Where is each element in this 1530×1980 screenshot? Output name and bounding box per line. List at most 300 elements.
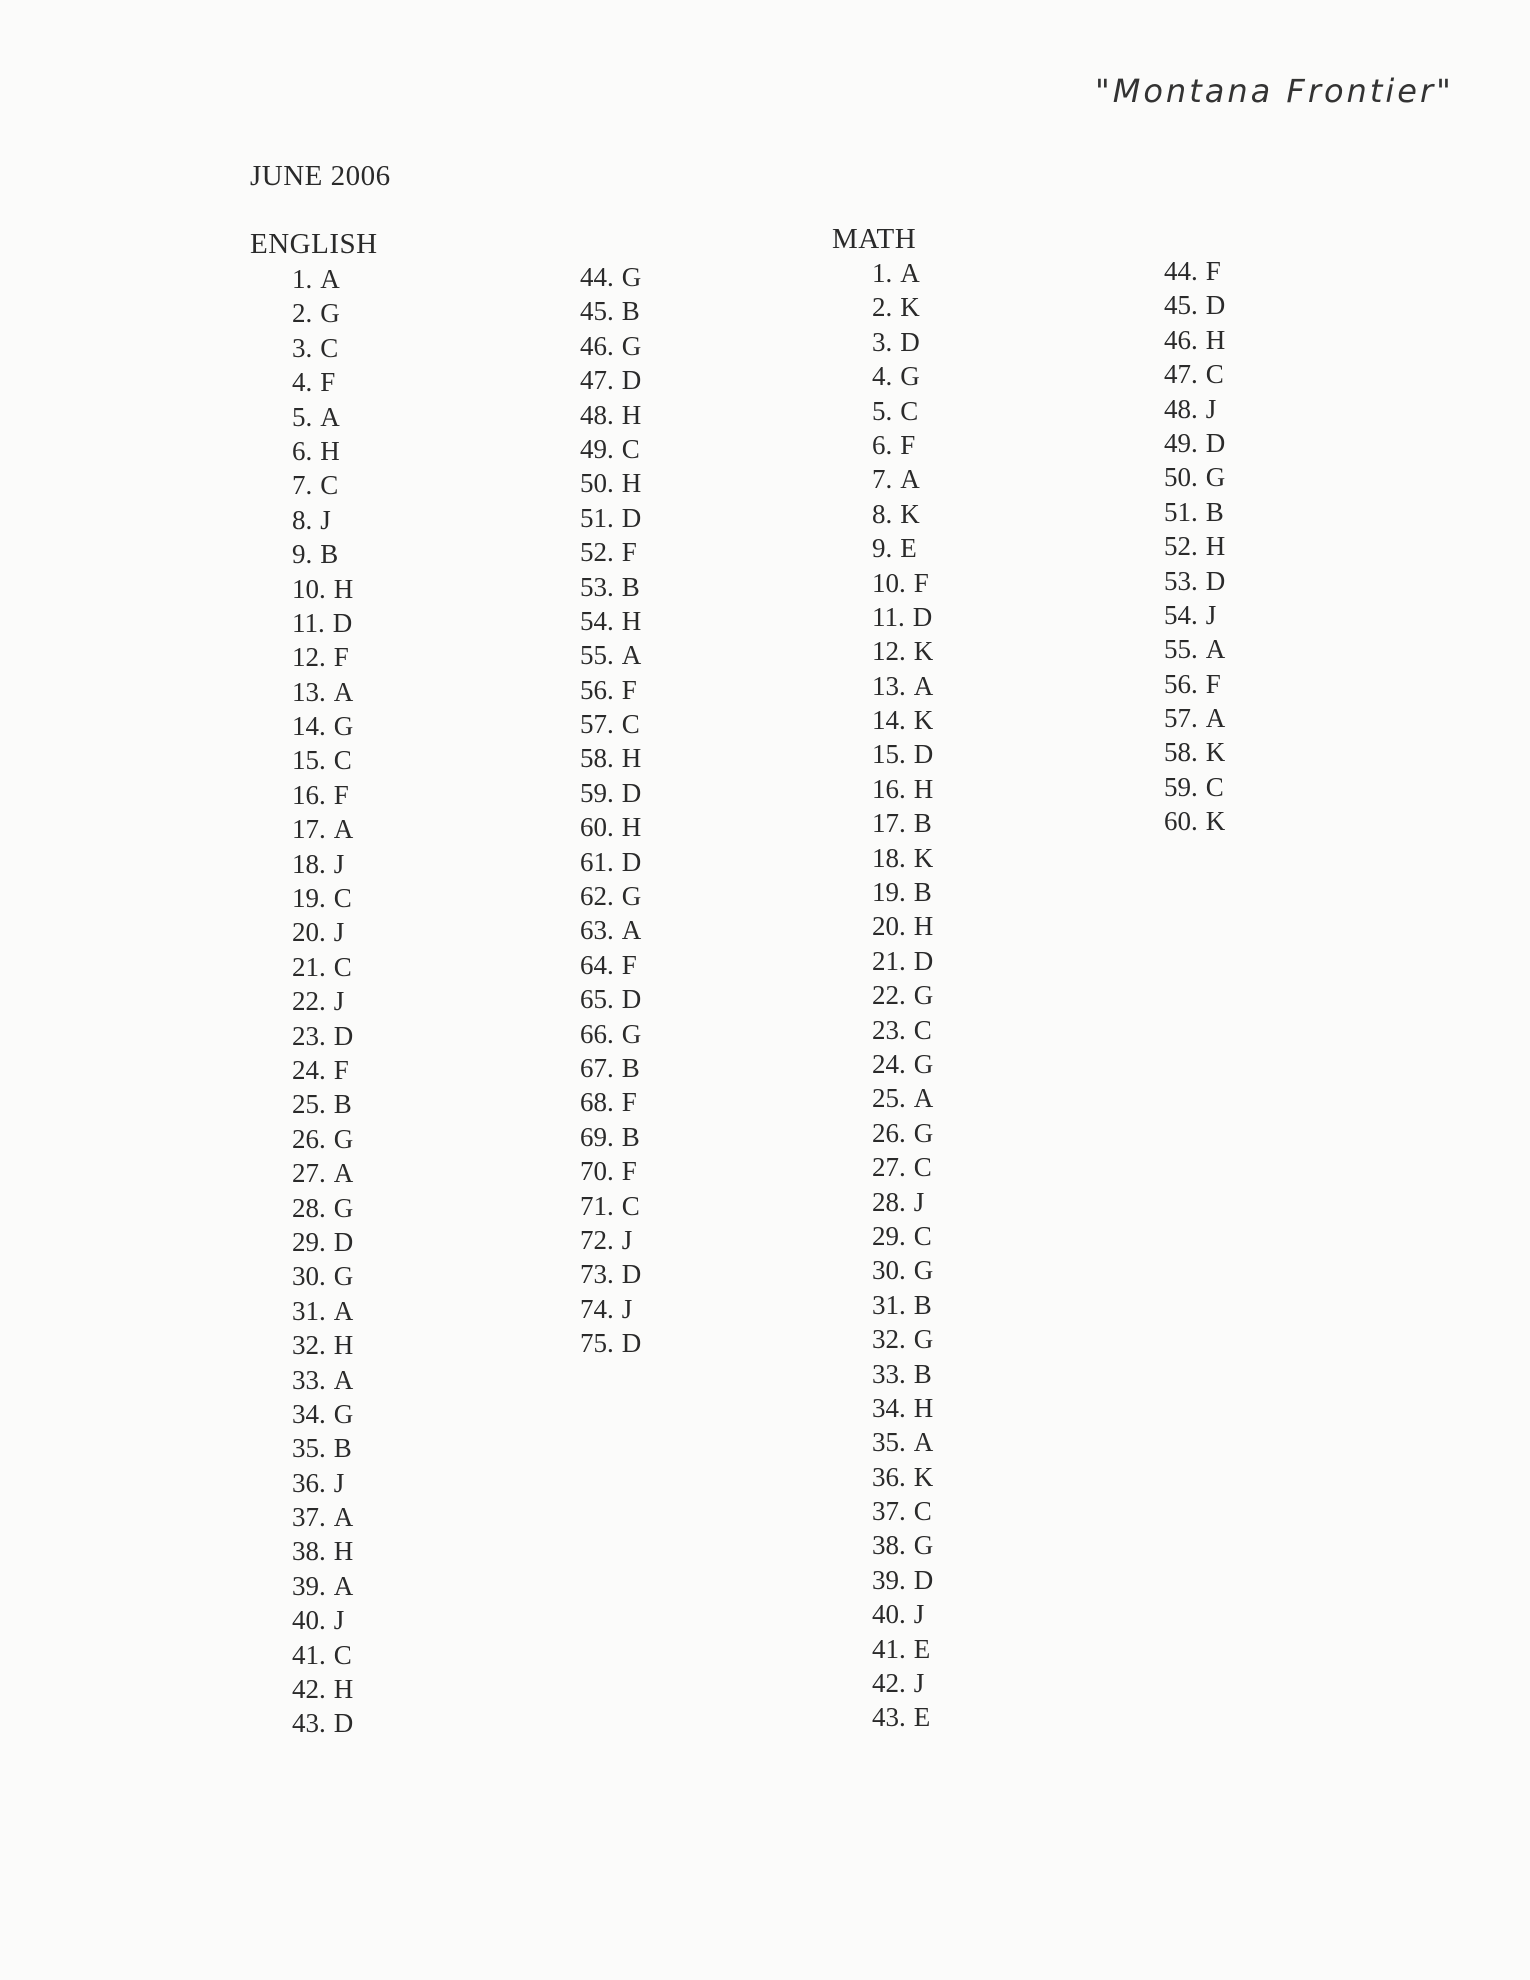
question-number: 16. [292,779,326,810]
answer-letter: J [333,848,345,879]
question-number: 23. [292,1020,326,1051]
question-number: 9. [872,533,893,564]
answer-row [292,743,353,777]
answer-row [872,1185,933,1219]
answer-letter: D [621,1259,642,1290]
answer-letter: K [913,1461,934,1492]
answer-letter: G [333,1123,354,1154]
english-answers-col-2 [580,260,641,1361]
answer-letter: C [333,1639,352,1670]
answer-letter: C [913,1496,932,1527]
answer-letter: G [621,881,642,912]
question-number: 34. [872,1392,906,1423]
answer-letter: G [913,1255,934,1286]
answer-letter: E [913,1633,931,1664]
question-number: 26. [872,1117,906,1148]
question-number: 50. [580,468,614,499]
question-number: 24. [872,1048,906,1079]
question-number: 71. [580,1190,614,1221]
answer-letter: A [333,1158,354,1189]
answer-letter: H [333,1674,354,1705]
question-number: 41. [872,1633,906,1664]
question-number: 18. [292,848,326,879]
answer-row [292,950,353,984]
question-number: 52. [1164,531,1198,562]
question-number: 38. [872,1530,906,1561]
answer-letter: F [621,537,637,568]
answer-letter: J [913,1668,925,1699]
answer-letter: F [1205,256,1221,286]
question-number: 19. [872,877,906,908]
question-number: 33. [872,1358,906,1389]
answer-letter: C [333,951,352,982]
answer-row [1164,323,1225,357]
question-number: 47. [1164,359,1198,390]
answer-letter: G [333,1192,354,1223]
answer-letter: B [621,1052,640,1083]
answer-row [1164,426,1225,460]
answer-letter: A [320,401,340,432]
question-number: 52. [580,537,614,568]
answer-row [872,1357,933,1391]
question-number: 74. [580,1293,614,1324]
question-number: 64. [580,949,614,980]
answer-letter: H [621,812,642,843]
answer-letter: K [913,636,934,667]
answer-row [580,398,641,432]
question-number: 58. [580,743,614,774]
answer-letter: F [333,642,349,673]
answer-letter: C [320,332,339,363]
question-number: 35. [872,1427,906,1458]
question-number: 70. [580,1156,614,1187]
answer-letter: H [1205,531,1226,562]
answer-letter: H [621,743,642,774]
question-number: 47. [580,365,614,396]
question-number: 24. [292,1054,326,1085]
answer-row [292,1156,353,1190]
answer-letter: J [913,1599,925,1630]
question-number: 46. [1164,324,1198,355]
answer-letter: B [913,877,932,908]
answer-row [872,462,933,496]
answer-letter: E [913,1702,931,1733]
answer-letter: F [621,1087,637,1118]
answer-row [580,1051,641,1085]
answer-letter: C [621,433,640,464]
answer-letter: J [333,1467,345,1498]
answer-letter: B [913,808,932,839]
answer-row [292,296,353,330]
question-number: 35. [292,1433,326,1464]
answer-letter: D [333,1020,354,1051]
question-number: 20. [292,917,326,948]
answer-row [292,434,353,468]
answer-row [580,1154,641,1188]
answer-row [292,331,353,365]
answer-row [580,260,641,294]
answer-row [292,468,353,502]
answer-letter: C [913,1152,932,1183]
question-number: 67. [580,1052,614,1083]
question-number: 31. [872,1289,906,1320]
question-number: 13. [872,670,906,701]
question-number: 4. [292,367,313,398]
question-number: 56. [580,674,614,705]
question-number: 28. [872,1186,906,1217]
answer-letter: D [913,945,934,976]
answer-letter: K [1205,806,1226,837]
question-number: 27. [872,1152,906,1183]
answer-letter: H [320,435,340,466]
question-number: 23. [872,1014,906,1045]
answer-row [872,1425,933,1459]
question-number: 49. [580,433,614,464]
answer-row [872,566,933,600]
answer-letter: A [320,264,340,294]
answer-letter: F [621,1156,637,1187]
question-number: 57. [1164,703,1198,734]
answer-row [580,982,641,1016]
answer-row [1164,529,1225,563]
question-number: 5. [292,401,313,432]
answer-letter: B [913,1289,932,1320]
answer-letter: A [913,1427,934,1458]
question-number: 57. [580,709,614,740]
question-number: 75. [580,1328,614,1359]
math-heading: MATH [832,223,917,255]
answer-row [872,1253,933,1287]
answer-row [872,875,933,909]
answer-row [580,294,641,328]
answer-row [292,1363,353,1397]
answer-letter: D [621,502,642,533]
answer-row [872,359,933,393]
question-number: 6. [292,435,313,466]
answer-letter: J [1205,599,1217,630]
question-number: 36. [872,1461,906,1492]
answer-row [872,1322,933,1356]
answer-row [872,256,933,290]
answer-letter: C [333,883,352,914]
answer-row [580,1326,641,1360]
question-number: 17. [872,808,906,839]
answer-letter: A [333,1502,354,1533]
question-number: 21. [872,945,906,976]
answer-letter: D [621,984,642,1015]
answer-row [872,1632,933,1666]
answer-row [292,778,353,812]
math-answers-col-1 [872,256,933,1735]
question-number: 29. [292,1226,326,1257]
answer-row [872,634,933,668]
question-number: 22. [872,980,906,1011]
question-number: 44. [1164,256,1198,286]
answer-row [580,1292,641,1326]
answer-row [872,1391,933,1425]
question-number: 16. [872,773,906,804]
question-number: 54. [1164,599,1198,630]
question-number: 39. [292,1570,326,1601]
answer-letter: D [900,326,920,357]
answer-row [292,503,353,537]
question-number: 61. [580,846,614,877]
answer-row [292,1225,353,1259]
question-number: 2. [872,292,893,323]
answer-letter: J [621,1224,633,1255]
answer-row [292,881,353,915]
answer-row [872,1700,933,1734]
question-number: 14. [872,705,906,736]
answer-letter: C [900,395,919,426]
question-number: 5. [872,395,893,426]
question-number: 31. [292,1295,326,1326]
answer-letter: K [913,705,934,736]
answer-row [580,329,641,363]
question-number: 25. [292,1089,326,1120]
answer-letter: G [333,1398,354,1429]
answer-row [1164,804,1225,838]
question-number: 21. [292,951,326,982]
question-number: 32. [872,1324,906,1355]
answer-letter: J [333,986,345,1017]
question-number: 46. [580,330,614,361]
answer-row [292,1122,353,1156]
handwritten-title: "Montana Frontier" [1095,72,1454,110]
answer-letter: C [1205,359,1224,390]
question-number: 11. [292,607,325,638]
answer-letter: B [1205,496,1224,527]
answer-row [580,501,641,535]
question-number: 7. [872,464,893,495]
english-answers-col-1 [292,262,353,1741]
answer-row [580,363,641,397]
question-number: 53. [580,571,614,602]
answer-letter: E [900,533,917,564]
answer-row [872,290,933,324]
question-number: 62. [580,881,614,912]
answer-row [1164,632,1225,666]
answer-row [580,432,641,466]
question-number: 20. [872,911,906,942]
answer-row [580,810,641,844]
question-number: 15. [292,745,326,776]
question-number: 11. [872,601,905,632]
answer-row [872,1288,933,1322]
answer-letter: F [913,567,929,598]
answer-row [1164,564,1225,598]
answer-row [580,707,641,741]
answer-letter: H [913,911,934,942]
answer-letter: H [913,1392,934,1423]
question-number: 15. [872,739,906,770]
answer-letter: K [913,842,934,873]
answer-letter: G [913,1048,934,1079]
answer-letter: D [333,1226,354,1257]
answer-row [872,669,933,703]
question-number: 50. [1164,462,1198,493]
answer-letter: J [333,917,345,948]
answer-row [872,1494,933,1528]
question-number: 18. [872,842,906,873]
question-number: 44. [580,262,614,292]
question-number: 6. [872,429,893,460]
answer-row [872,1013,933,1047]
question-number: 72. [580,1224,614,1255]
question-number: 25. [872,1083,906,1114]
answer-row [292,1431,353,1465]
answer-letter: D [332,607,353,638]
answer-letter: H [621,468,642,499]
answer-letter: A [333,1295,354,1326]
answer-letter: A [1205,634,1226,665]
answer-row [580,673,641,707]
answer-letter: J [621,1293,633,1324]
question-number: 54. [580,605,614,636]
question-number: 1. [292,264,313,294]
answer-row [872,1219,933,1253]
answer-letter: F [333,1054,349,1085]
question-number: 42. [872,1668,906,1699]
answer-letter: G [1205,462,1226,493]
answer-row [872,737,933,771]
answer-row [1164,254,1225,288]
question-number: 37. [872,1496,906,1527]
answer-row [580,948,641,982]
answer-row [292,1191,353,1225]
answer-row [1164,288,1225,322]
answer-letter: J [1205,393,1217,424]
answer-letter: G [621,1018,642,1049]
answer-letter: A [333,814,354,845]
question-number: 28. [292,1192,326,1223]
answer-letter: F [900,429,916,460]
answer-letter: B [320,539,339,570]
answer-letter: K [900,498,920,529]
question-number: 73. [580,1259,614,1290]
answer-row [872,806,933,840]
question-number: 22. [292,986,326,1017]
answer-row [872,325,933,359]
question-number: 41. [292,1639,326,1670]
answer-letter: C [913,1014,932,1045]
answer-letter: A [913,670,934,701]
answer-row [872,1597,933,1631]
answer-letter: H [1205,324,1226,355]
question-number: 59. [1164,771,1198,802]
question-number: 3. [292,332,313,363]
question-number: 48. [580,399,614,430]
answer-letter: A [621,640,642,671]
answer-row [580,466,641,500]
answer-row [580,1120,641,1154]
answer-row [872,1666,933,1700]
answer-letter: G [913,1117,934,1148]
answer-row [580,776,641,810]
answer-letter: J [320,504,331,535]
answer-row [872,703,933,737]
answer-row [292,1328,353,1362]
answer-letter: H [333,1330,354,1361]
answer-letter: G [333,711,354,742]
answer-letter: G [913,1530,934,1561]
question-number: 12. [872,636,906,667]
question-number: 68. [580,1087,614,1118]
question-number: 66. [580,1018,614,1049]
answer-row [292,675,353,709]
question-number: 12. [292,642,326,673]
answer-row [872,428,933,462]
question-number: 19. [292,883,326,914]
answer-row [580,913,641,947]
answer-row [292,606,353,640]
answer-letter: G [320,298,340,329]
question-number: 8. [292,504,313,535]
question-number: 43. [292,1708,326,1739]
question-number: 9. [292,539,313,570]
answer-row [292,1603,353,1637]
question-number: 30. [292,1261,326,1292]
answer-row [292,1397,353,1431]
answer-letter: K [900,292,920,323]
question-number: 2. [292,298,313,329]
question-number: 40. [872,1599,906,1630]
answer-letter: D [1205,565,1226,596]
answer-row [292,847,353,881]
answer-row [1164,735,1225,769]
answer-row [292,640,353,674]
answer-letter: A [913,1083,934,1114]
answer-row [292,1259,353,1293]
question-number: 32. [292,1330,326,1361]
answer-letter: G [900,361,920,392]
answer-letter: D [333,1708,354,1739]
answer-letter: H [621,399,642,430]
answer-letter: F [320,367,336,398]
question-number: 13. [292,676,326,707]
answer-letter: H [333,1536,354,1567]
answer-row [872,1460,933,1494]
answer-row [872,1528,933,1562]
question-number: 43. [872,1702,906,1733]
question-number: 55. [580,640,614,671]
answer-row [1164,770,1225,804]
question-number: 1. [872,258,893,288]
question-number: 48. [1164,393,1198,424]
answer-row [292,915,353,949]
answer-row [292,1569,353,1603]
answer-row [292,365,353,399]
answer-letter: G [621,262,642,292]
answer-row [872,944,933,978]
answer-row [580,1257,641,1291]
answer-letter: D [1205,427,1226,458]
answer-letter: A [333,1364,354,1395]
answer-letter: D [621,365,642,396]
question-number: 45. [1164,290,1198,321]
answer-letter: C [320,470,339,501]
question-number: 51. [580,502,614,533]
answer-letter: B [621,1121,640,1152]
math-answers-col-2 [1164,254,1225,839]
answer-row [872,1047,933,1081]
answer-row [580,604,641,638]
question-number: 33. [292,1364,326,1395]
answer-row [1164,701,1225,735]
question-number: 27. [292,1158,326,1189]
answer-row [872,978,933,1012]
answer-letter: G [913,1324,934,1355]
